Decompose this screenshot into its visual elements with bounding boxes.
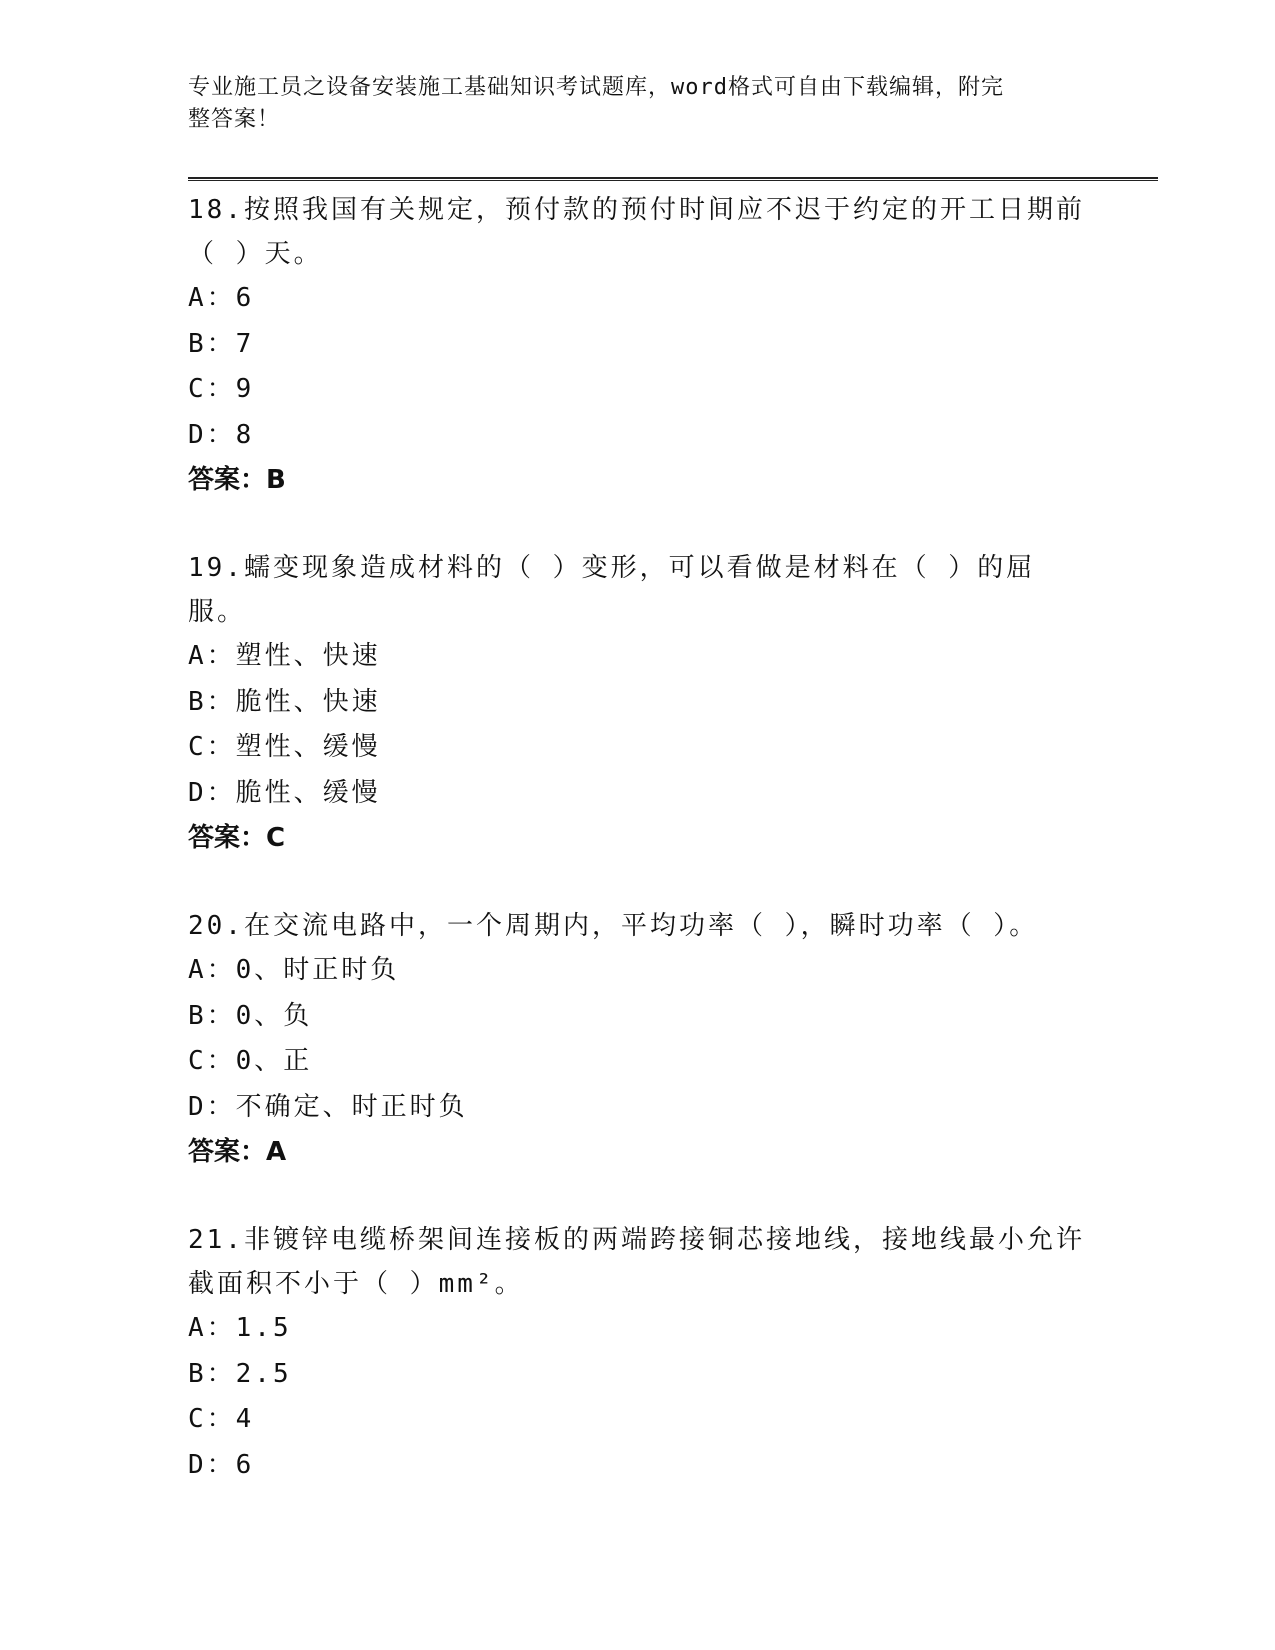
option-b: B：7 [188,328,255,359]
option-c: C：塑性、缓慢 [188,732,381,762]
question-stem-line-1: 20.在交流电路中，一个周期内，平均功率（ ），瞬时功率（ ）。 [188,911,1039,941]
option-a: A：塑性、快速 [188,641,381,671]
option-d: D：不确定、时正时负 [188,1091,468,1122]
header-divider [188,177,1158,181]
answer-text: 答案：C [188,823,286,853]
option-a: A：6 [188,283,255,313]
question-20 [188,904,1088,1174]
option-b: B：0、负 [188,1000,313,1031]
question-stem-line-2: 截面积不小于（ ）mm²。 [188,1269,524,1299]
question-spacer [188,860,1088,904]
option-c: C：9 [188,374,255,404]
option-d: D：6 [188,1449,255,1480]
question-list [188,188,1088,1488]
document-header [188,72,1068,136]
question-stem-line-1: 19.蠕变现象造成材料的（ ）变形，可以看做是材料在（ ）的屈服。 [188,553,1036,627]
header-title-line-2: 整答案！ [188,107,281,132]
question-spacer [188,1174,1088,1218]
option-a: A：0、时正时负 [188,955,400,985]
option-b: B：2.5 [188,1358,292,1389]
option-c: C：0、正 [188,1046,313,1076]
answer-text: 答案：A [188,1137,287,1167]
question-stem-line-1: 18.按照我国有关规定，预付款的预付时间应不迟于约定的开工日期前 [188,195,1085,225]
question-18 [188,188,1088,502]
question-21 [188,1218,1088,1488]
option-c: C：4 [188,1404,255,1434]
header-title-line-1: 专业施工员之设备安装施工基础知识考试题库，word格式可自由下载编辑，附完 [188,75,1004,100]
option-d: D：脆性、缓慢 [188,777,381,808]
option-d: D：8 [188,419,255,450]
question-19 [188,546,1088,860]
question-stem-line-1: 21.非镀锌电缆桥架间连接板的两端跨接铜芯接地线，接地线最小允许 [188,1225,1085,1255]
question-stem-line-2: （ ）天。 [188,239,323,269]
answer-text: 答案：B [188,465,286,495]
option-a: A：1.5 [188,1313,292,1343]
option-b: B：脆性、快速 [188,686,381,717]
question-spacer [188,502,1088,546]
